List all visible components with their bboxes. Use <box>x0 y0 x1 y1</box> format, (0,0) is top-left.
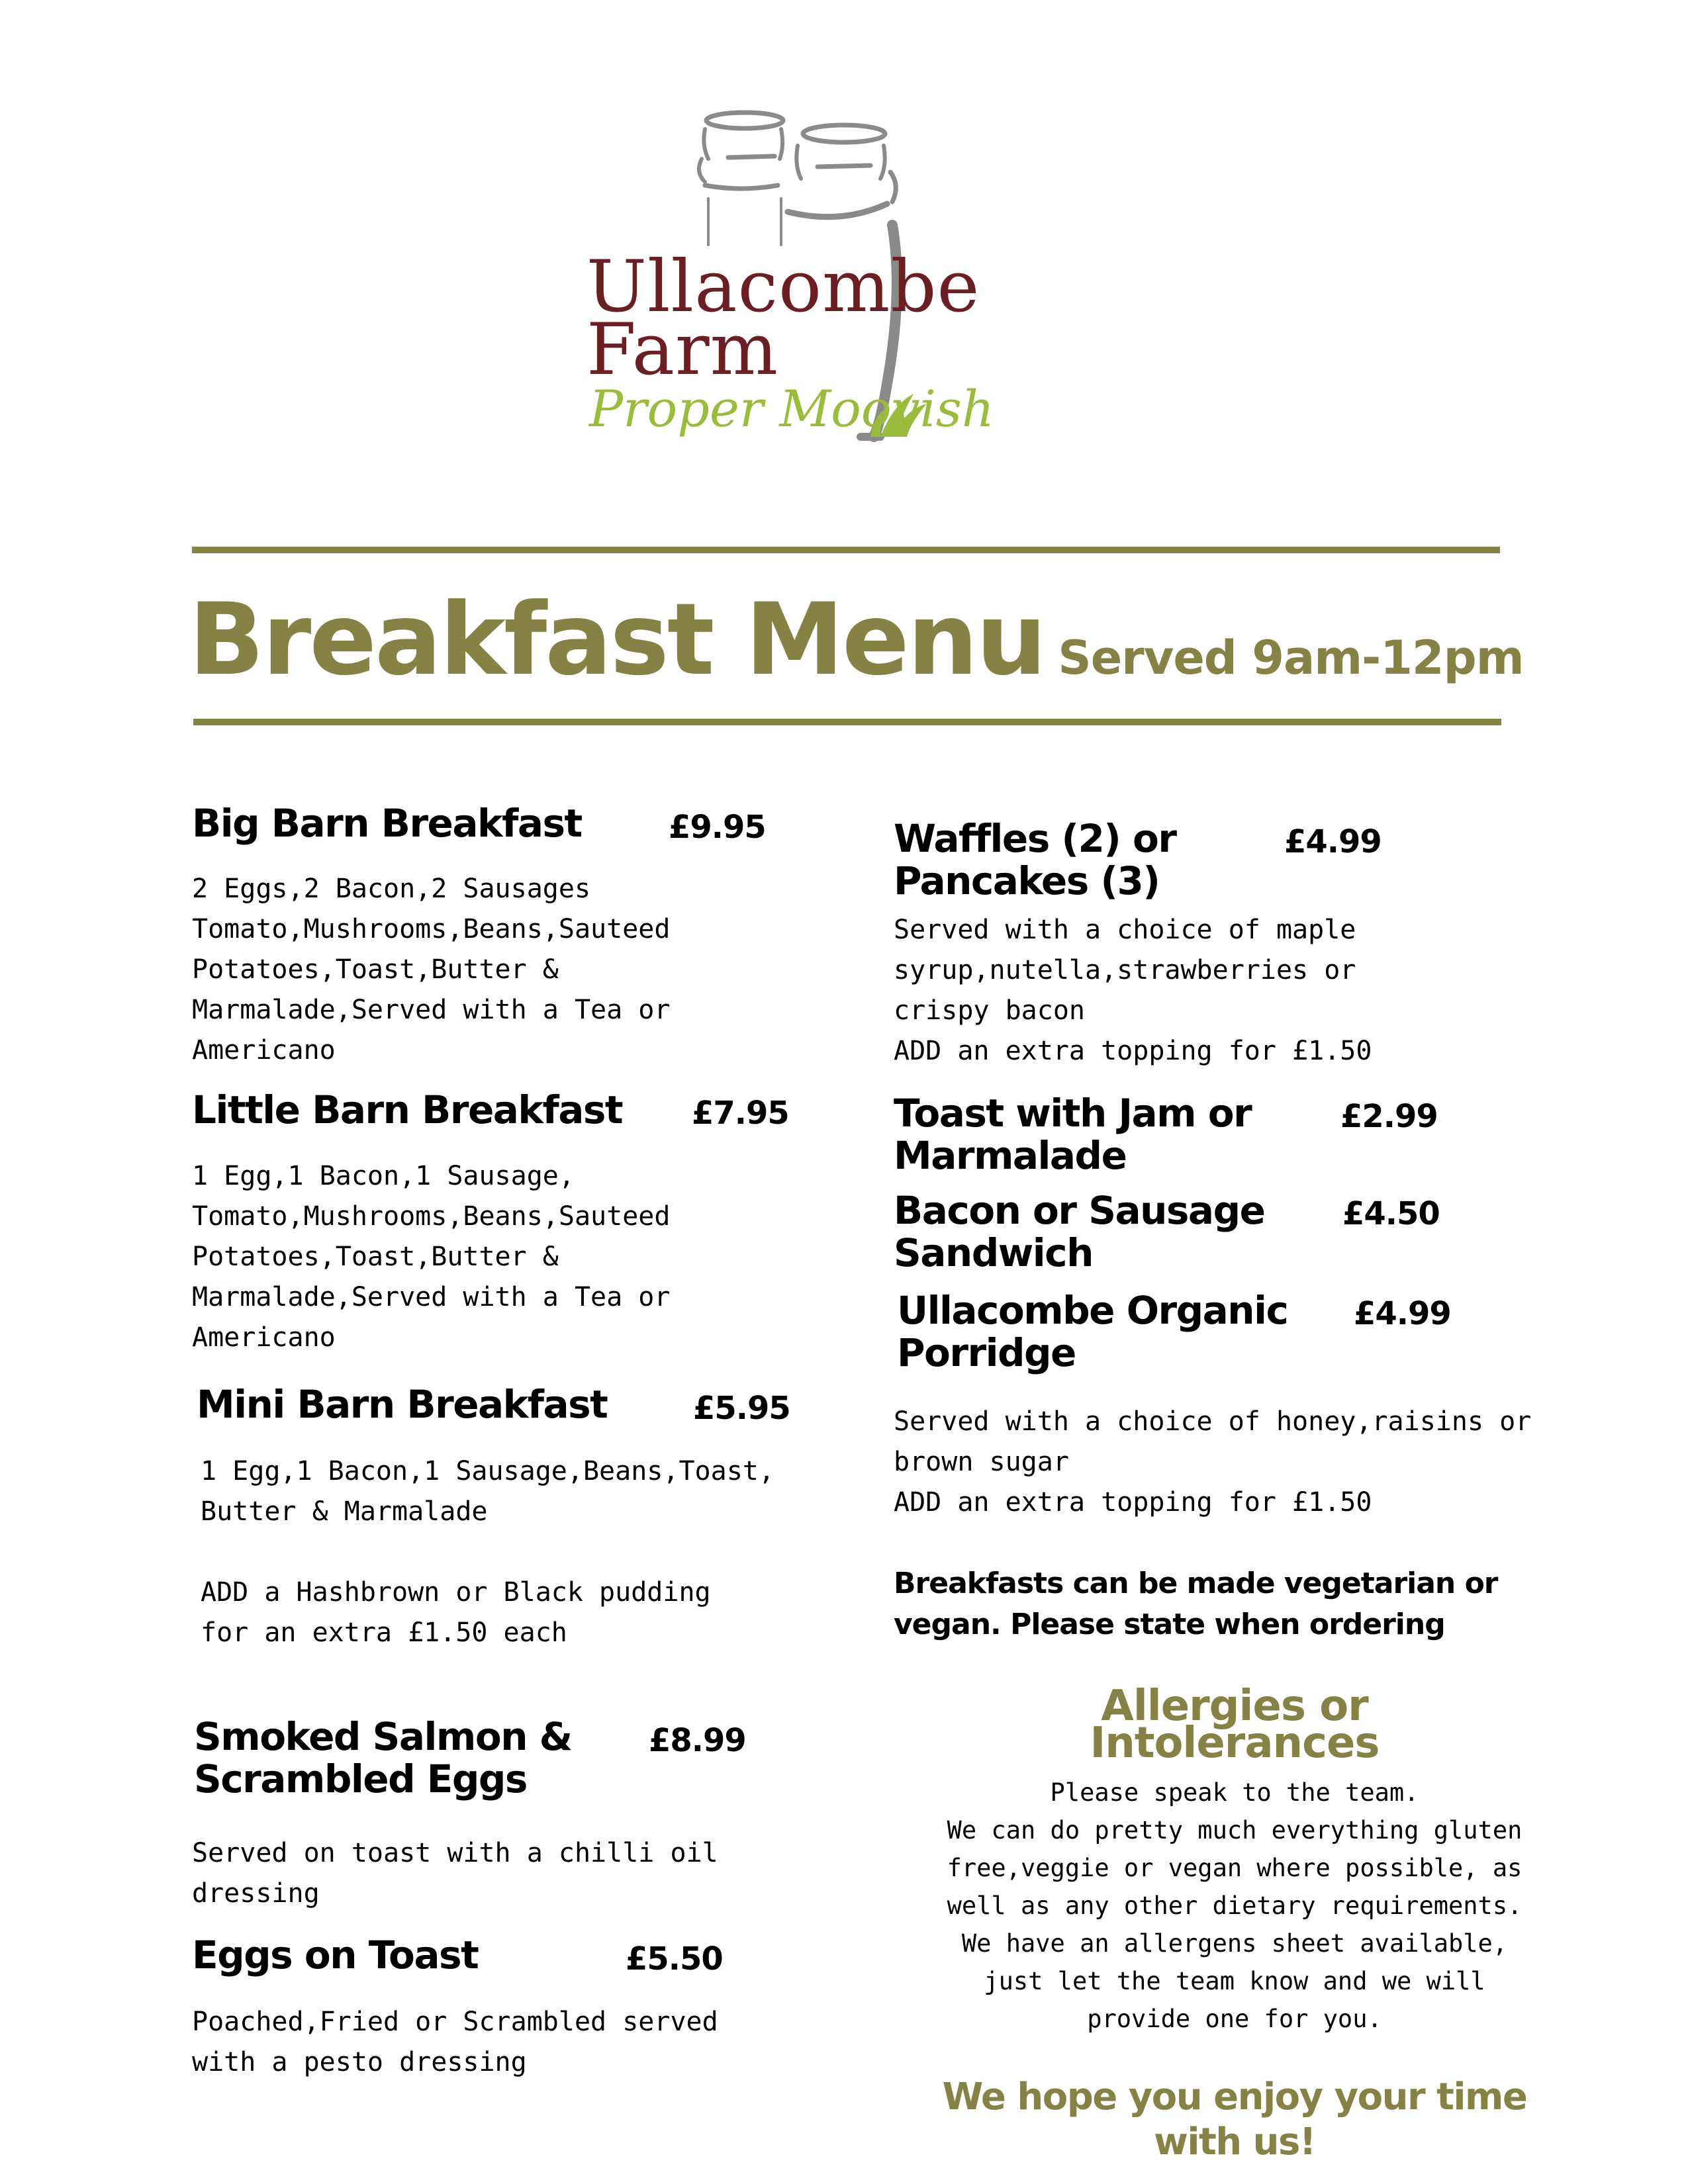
closing-line2: with us! <box>1154 2120 1315 2163</box>
item-name-line1: Ullacombe Organic <box>897 1288 1288 1333</box>
closing-line1: We hope you enjoy your time <box>942 2075 1527 2118</box>
item-name-organic-porridge <box>897 1289 1288 1374</box>
item-desc-smoked-salmon: Served on toast with a chilli oil dressing <box>192 1838 718 1909</box>
item-price-waffles-pancakes: £4.99 <box>1284 823 1382 860</box>
item-name-line1: Bacon or Sausage <box>894 1188 1265 1233</box>
item-name-eggs-on-toast: Eggs on Toast <box>192 1933 479 1978</box>
item-name-big-barn-breakfast: Big Barn Breakfast <box>192 801 582 846</box>
closing-message <box>907 2075 1562 2165</box>
item-desc-waffles-pancakes: Served with a choice of maple syrup,nutella,strawberries or crispy bacon ADD an extra topping for £1.50 <box>894 915 1372 1066</box>
item-price-organic-porridge: £4.99 <box>1354 1295 1451 1332</box>
page-title <box>189 582 1524 698</box>
item-extra-mini-barn-breakfast: ADD a Hashbrown or Black pudding for an extra £1.50 each <box>201 1577 711 1648</box>
item-price-smoked-salmon: £8.99 <box>649 1722 746 1759</box>
farm-logo <box>569 93 1046 463</box>
logo-name-line1: Ullacombe <box>586 246 980 328</box>
item-desc-eggs-on-toast: Poached,Fried or Scrambled served with a pesto dressing <box>192 2007 718 2077</box>
item-name-little-barn-breakfast: Little Barn Breakfast <box>192 1087 623 1132</box>
item-name-line2: Pancakes (3) <box>894 858 1160 903</box>
top-divider <box>192 547 1500 553</box>
item-name-smoked-salmon <box>194 1715 572 1800</box>
allergies-heading <box>927 1682 1542 1768</box>
logo-tagline: Proper Moovish <box>589 379 994 438</box>
item-name-bacon-sausage-sandwich <box>894 1189 1264 1274</box>
item-name-mini-barn-breakfast: Mini Barn Breakfast <box>197 1382 608 1427</box>
item-price-eggs-on-toast: £5.50 <box>626 1940 723 1978</box>
item-name-line1: Smoked Salmon & <box>194 1714 572 1759</box>
allergies-heading-line2: Intolerances <box>1090 1719 1380 1768</box>
item-desc-mini-barn-breakfast: 1 Egg,1 Bacon,1 Sausage,Beans,Toast, Butter & Marmalade <box>201 1456 774 1527</box>
item-name-line2: Marmalade <box>894 1133 1127 1178</box>
item-name-line1: Toast with Jam or <box>894 1091 1252 1136</box>
menu-title: Breakfast Menu <box>189 582 1045 698</box>
item-name-waffles-pancakes <box>894 817 1176 902</box>
bottom-divider <box>193 719 1501 725</box>
item-price-bacon-sausage-sandwich: £4.50 <box>1342 1195 1440 1232</box>
logo-name-line2: Farm <box>586 308 779 391</box>
item-desc-organic-porridge: Served with a choice of honey,raisins or brown sugar ADD an extra topping for £1.50 <box>894 1406 1532 1518</box>
item-price-mini-barn-breakfast: £5.95 <box>693 1390 790 1427</box>
item-name-line2: Sandwich <box>894 1230 1093 1275</box>
item-desc-little-barn-breakfast: 1 Egg,1 Bacon,1 Sausage, Tomato,Mushrooms,Beans,Sauteed Potatoes,Toast,Butter & Marmalade,Served with a Tea or Americano <box>192 1161 671 1353</box>
serving-hours: Served 9am-12pm <box>1058 631 1524 685</box>
item-name-line2: Scrambled Eggs <box>194 1756 527 1801</box>
item-price-little-barn-breakfast: £7.95 <box>692 1095 789 1132</box>
allergies-body: Please speak to the team. We can do pretty much everything gluten free,veggie or vegan where possible, as well as any other dietary requirements. We have an allergens sheet available, just let the team know and we will provide one for you. <box>947 1778 1523 2033</box>
item-price-toast-jam: £2.99 <box>1340 1098 1438 1135</box>
item-name-line2: Porridge <box>897 1330 1076 1375</box>
item-price-big-barn-breakfast: £9.95 <box>669 809 766 846</box>
item-desc-big-barn-breakfast: 2 Eggs,2 Bacon,2 Sausages Tomato,Mushrooms,Beans,Sauteed Potatoes,Toast,Butter & Marmalade,Served with a Tea or Americano <box>192 874 671 1066</box>
item-name-line1: Waffles (2) or <box>894 816 1176 861</box>
item-name-toast-jam <box>894 1092 1251 1177</box>
allergies-heading-line1: Allergies or <box>1101 1682 1368 1731</box>
dietary-note: Breakfasts can be made vegetarian or vegan. Please state when ordering <box>894 1567 1498 1641</box>
